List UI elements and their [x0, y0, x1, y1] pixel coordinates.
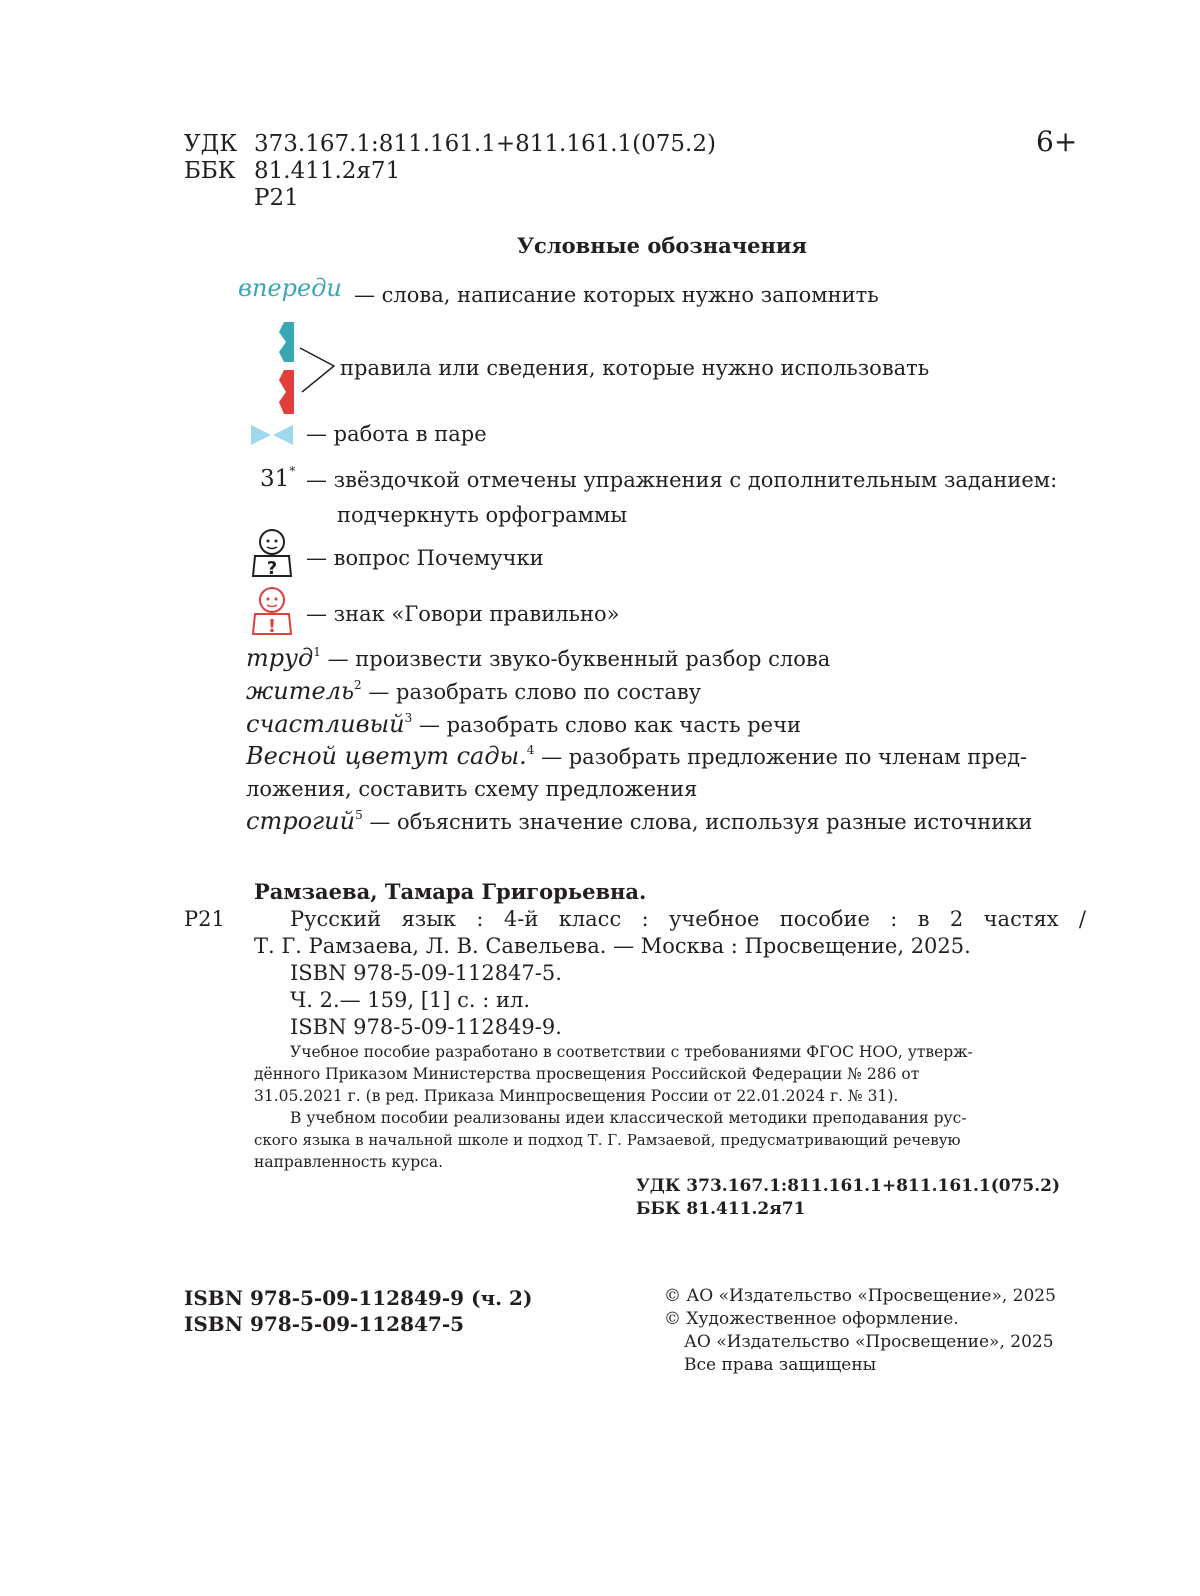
parsing-text: — разобрать предложение по членам пред- — [534, 745, 1028, 769]
legend-pochemuchka-text: — вопрос Почемучки — [306, 546, 544, 570]
annotation-1-line-1: Учебное пособие разработано в соответствии с требованиями ФГОС НОО, утверж- — [290, 1043, 973, 1061]
udk-value: 373.167.1:811.161.1+811.161.1(075.2) — [254, 131, 716, 157]
udk-label: УДК — [184, 131, 238, 157]
parsing-sentence — [246, 743, 1027, 771]
parsing-sup: 4 — [526, 743, 535, 757]
legend-speak-text: — знак «Говори правильно» — [306, 602, 620, 626]
exercise-number-value: 31 — [260, 466, 290, 492]
annotation-1-line-2: дённого Приказом Министерства просвещения Российской Федерации № 286 от — [254, 1065, 920, 1083]
parsing-phonetic — [246, 645, 830, 673]
rights-reserved: Все права защищены — [684, 1355, 877, 1375]
parsing-sup: 2 — [354, 678, 362, 692]
parsing-word: Весной цветут сады. — [246, 742, 527, 770]
parsing-text: — разобрать слово по составу — [361, 680, 702, 704]
parsing-sup: 3 — [404, 711, 413, 725]
copyright-design: © Художественное оформление. — [664, 1309, 959, 1329]
isbn-part-2: ISBN 978-5-09-112849-9 (ч. 2) — [184, 1286, 533, 1310]
star-mark: * — [289, 464, 296, 479]
rules-bracket-icon — [276, 318, 338, 418]
annotation-2-line-2: ского языка в начальной школе и подход Т. Г. Рамзаевой, предусматривающий речевую — [254, 1131, 961, 1149]
parsing-sup: 5 — [355, 808, 363, 822]
bib-line-4: Ч. 2.— 159, [1] с. : ил. — [290, 988, 531, 1012]
parsing-word: житель — [246, 677, 355, 705]
copyright-publisher: © АО «Издательство «Просвещение», 2025 — [664, 1286, 1056, 1306]
parsing-word: труд — [246, 644, 314, 672]
parsing-meaning — [246, 808, 1032, 836]
copyright-design-owner: АО «Издательство «Просвещение», 2025 — [684, 1332, 1054, 1352]
bib-line-2: Т. Г. Рамзаева, Л. В. Савельева. — Москва : Просвещение, 2025. — [254, 934, 971, 958]
bib-line-5: ISBN 978-5-09-112849-9. — [290, 1015, 562, 1039]
udk-line — [184, 130, 716, 158]
svg-text:?: ? — [266, 558, 278, 579]
bib-line-1: Русский язык : 4-й класс : учебное пособие : в 2 частях / — [290, 907, 1086, 931]
bib-bbk: ББК 81.411.2я71 — [636, 1199, 806, 1219]
bib-author: Рамзаева, Тамара Григорьевна. — [254, 879, 647, 904]
legend-rules-text: правила или сведения, которые нужно использовать — [340, 356, 930, 380]
svg-text:!: ! — [267, 616, 277, 637]
age-rating: 6+ — [1036, 125, 1078, 158]
parsing-word: строгий — [246, 807, 356, 835]
annotation-2-line-1: В учебном пособии реализованы идеи классической методики преподавания рус- — [290, 1109, 967, 1127]
parsing-text: — произвести звуко-буквенный разбор слова — [320, 647, 831, 671]
bib-line-3: ISBN 978-5-09-112847-5. — [290, 961, 562, 985]
parsing-text: — разобрать слово как часть речи — [412, 713, 801, 737]
legend-star-text: — звёздочкой отмечены упражнения с дополнительным заданием: — [306, 468, 1058, 492]
speak-correctly-icon — [249, 586, 295, 638]
bib-mark: Р21 — [184, 907, 225, 931]
parsing-sup: 1 — [313, 645, 321, 659]
isbn-set: ISBN 978-5-09-112847-5 — [184, 1312, 465, 1336]
pair-work-icon — [249, 423, 295, 447]
parsing-word: счастливый — [246, 710, 405, 738]
annotation-2-line-3: направленность курса. — [254, 1153, 444, 1171]
legend-star-text-cont: подчеркнуть орфограммы — [337, 503, 628, 527]
parsing-sentence-cont: ложения, составить схему предложения — [246, 777, 698, 801]
vocabulary-word-symbol: впереди — [238, 274, 342, 302]
bib-udk: УДК 373.167.1:811.161.1+811.161.1(075.2) — [636, 1176, 1061, 1196]
legend-pair-text: — работа в паре — [306, 422, 487, 446]
parsing-part-of-speech — [246, 711, 801, 739]
parsing-composition — [246, 678, 701, 706]
pochemuchka-icon — [249, 528, 295, 580]
legend-title: Условные обозначения — [517, 233, 807, 258]
bbk-label: ББК — [184, 158, 236, 184]
legend-vocabulary-text: — слова, написание которых нужно запомнить — [354, 283, 879, 307]
author-mark: Р21 — [254, 185, 299, 211]
annotation-1-line-3: 31.05.2021 г. (в ред. Приказа Минпросвещения России от 22.01.2024 г. № 31). — [254, 1087, 899, 1105]
bbk-value: 81.411.2я71 — [254, 158, 401, 184]
exercise-number — [260, 466, 295, 492]
bbk-line — [184, 157, 400, 185]
parsing-text: — объяснить значение слова, используя разные источники — [362, 810, 1033, 834]
